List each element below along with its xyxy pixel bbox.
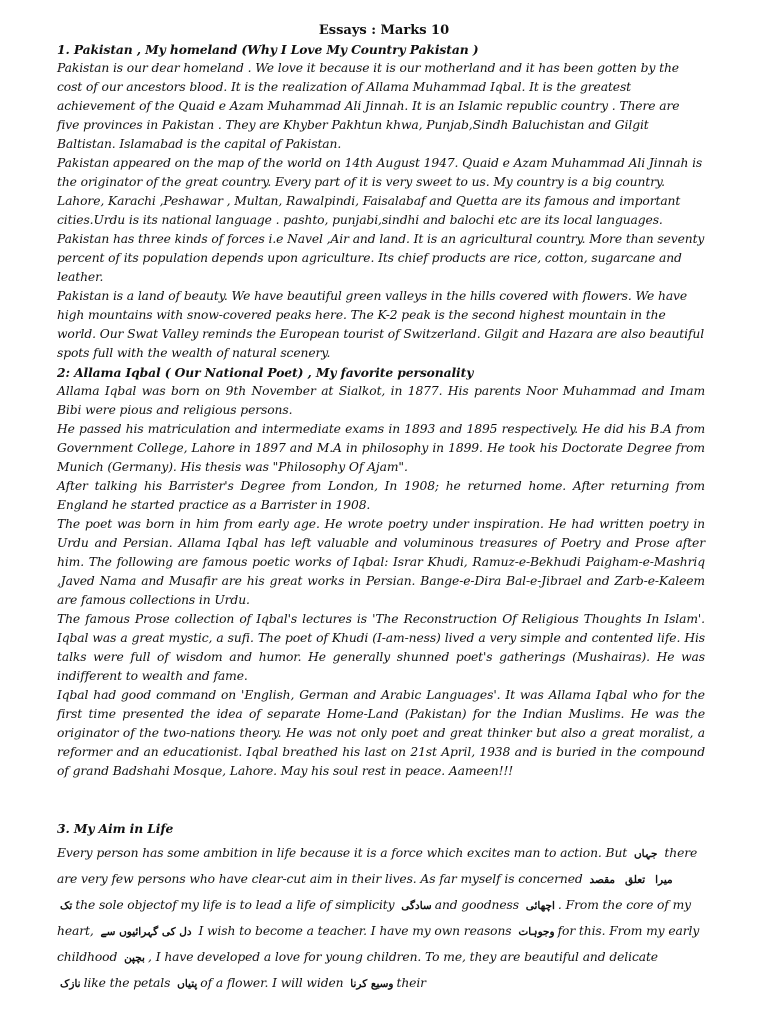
- urdu-word: تک: [60, 900, 73, 912]
- section-allama-iqbal: [57, 363, 705, 781]
- text-segment: for this. From my early childhood: [57, 924, 700, 964]
- paragraph: Pakistan appeared on the map of the world on 14th August 1947. Quaid e Azam Muhammad Ali Jinnah is the originator of the great country. Every part of it is very sweet to us. My country is a big country. Lahore, Karachi ,Peshawar , Multan, Rawalpindi, Faisalabaf and Quetta are its famous and important cities.Urdu is its national language . pashto, punjabi,sindhi and balochi etc are its local languages. Pakistan has three kinds of forces i.e Navel ,Air and land. It is an agricultural country. More than seventy percent of its population depends upon agriculture. Its chief products are rice, cotton, sugarcane and leather.: [57, 156, 705, 284]
- paragraph: Pakistan is a land of beauty. We have beautiful green valleys in the hills covered with flowers. We have high mountains with snow-covered peaks here. The K-2 peak is the second highest mountain in the world. Our Swat Valley reminds the European tourist of Switzerland. Gilgit and Hazara are also beautiful spots full with the wealth of natural scenery.: [57, 289, 705, 360]
- paragraph: The famous Prose collection of Iqbal's lectures is 'The Reconstruction Of Religious Thoughts In Islam'. Iqbal was a great mystic, a sufi. The poet of Khudi (I-am-ness) lived a very simple and contented life. His talks were full of wisdom and humor. He generally shunned poet's gatherings (Mushairas). He was indifferent to wealth and fame.: [57, 612, 705, 683]
- text-segment: like the petals: [83, 976, 175, 990]
- page-title: Essays : Marks 10: [318, 23, 450, 38]
- paragraph: The poet was born in him from early age. He wrote poetry under inspiration. He had written poetry in Urdu and Persian. Allama Iqbal has left valuable and voluminous treasures of Poetry and Prose after him. The following are famous poetic works of Iqbal: Israr Khudi, Ramuz-e-Bekhudi Paigham-e-Mashriq ,Javed Nama and Musafir are his great works in Persian. Bange-e-Dira Bal-e-Jibrael and Zarb-e-Kaleem are famous collections in Urdu.: [57, 517, 705, 607]
- urdu-word: تعلق: [624, 874, 646, 886]
- paragraph: Iqbal had good command on 'English, German and Arabic Languages'. It was Allama Iqbal who for the first time presented the idea of separate Home-Land (Pakistan) for the Indian Muslims. He was the originator of the two-nations theory. He was not only poet and great thinker but also a great moralist, a reformer and an educationist. Iqbal breathed his last on 21st April, 1938 and is buried in the compound of grand Badshahi Mosque, Lahore. May his soul rest in peace. Aameen!!!: [57, 688, 705, 778]
- text-segment: Every person has some ambition in life because it is a force which excites man to action. But: [57, 846, 631, 860]
- paragraph: Pakistan is our dear homeland . We love it because it is our motherland and it has been gotten by the cost of our ancestors blood. It is the realization of Allama Muhammad Iqbal. It is the greatest achievement of the Quaid e Azam Muhammad Ali Jinnah. It is an Islamic republic country . There are five provinces in Pakistan . They are Khyber Pakhtun khwa, Punjab,Sindh Baluchistan and Gilgit Baltistan. Islamabad is the capital of Pakistan.: [57, 61, 680, 151]
- text-segment: , I have developed a love for young children. To me, they are beautiful and delicate: [147, 950, 658, 964]
- paragraph: Allama Iqbal was born on 9th November at Sialkot, in 1877. His parents Noor Muhammad and Imam Bibi were pious and religious persons.: [57, 384, 705, 417]
- section-pakistan: [57, 40, 705, 363]
- urdu-word: نازک: [60, 978, 81, 990]
- section-heading: 3. My Aim in Life: [57, 821, 174, 836]
- urdu-word: وسیع کرنا: [350, 978, 394, 990]
- urdu-word: میرا: [655, 874, 673, 886]
- text-segment: there are very few persons who have clear-cut aim in their lives. As far myself is concerned: [57, 846, 698, 886]
- urdu-word: دل کی گہرائیوں سے: [100, 926, 192, 938]
- paragraph: After talking his Barrister's Degree from London, In 1908; he returned home. After returning from England he started practice as a Barrister in 1908.: [57, 479, 705, 512]
- urdu-word: جہاں: [633, 848, 658, 860]
- section-heading: 1. Pakistan , My homeland (Why I Love My Country Pakistan ): [57, 42, 479, 57]
- text-segment: I wish to become a teacher. I have my own reasons: [194, 924, 516, 938]
- text-segment: the sole objectof my life is to lead a life of simplicity: [75, 898, 399, 912]
- text-segment: their: [396, 976, 426, 990]
- text-segment: and goodness: [434, 898, 523, 912]
- urdu-word: بچپن: [124, 952, 145, 964]
- urdu-word: سادگی: [401, 900, 432, 912]
- text-segment: [618, 872, 622, 886]
- urdu-word: مقصد: [589, 874, 616, 886]
- urdu-word: وجوہات: [518, 926, 555, 938]
- urdu-word: اچھائی: [525, 900, 555, 912]
- text-segment: [648, 872, 652, 886]
- text-segment: of a flower. I will widen: [200, 976, 348, 990]
- paragraph: [57, 841, 705, 997]
- paragraph: He passed his matriculation and intermediate exams in 1893 and 1895 respectively. He did his B.A from Government College, Lahore in 1897 and M.A in philosophy in 1899. He took his Doctorate Degree from Munich (Germany). His thesis was "Philosophy Of Ajam".: [57, 422, 705, 474]
- urdu-word: پتیاں: [177, 978, 198, 990]
- section-heading: 2: Allama Iqbal ( Our National Poet) , My favorite personality: [57, 365, 474, 380]
- section-my-aim: [57, 816, 705, 997]
- text-segment: . From the core of my heart,: [57, 898, 692, 938]
